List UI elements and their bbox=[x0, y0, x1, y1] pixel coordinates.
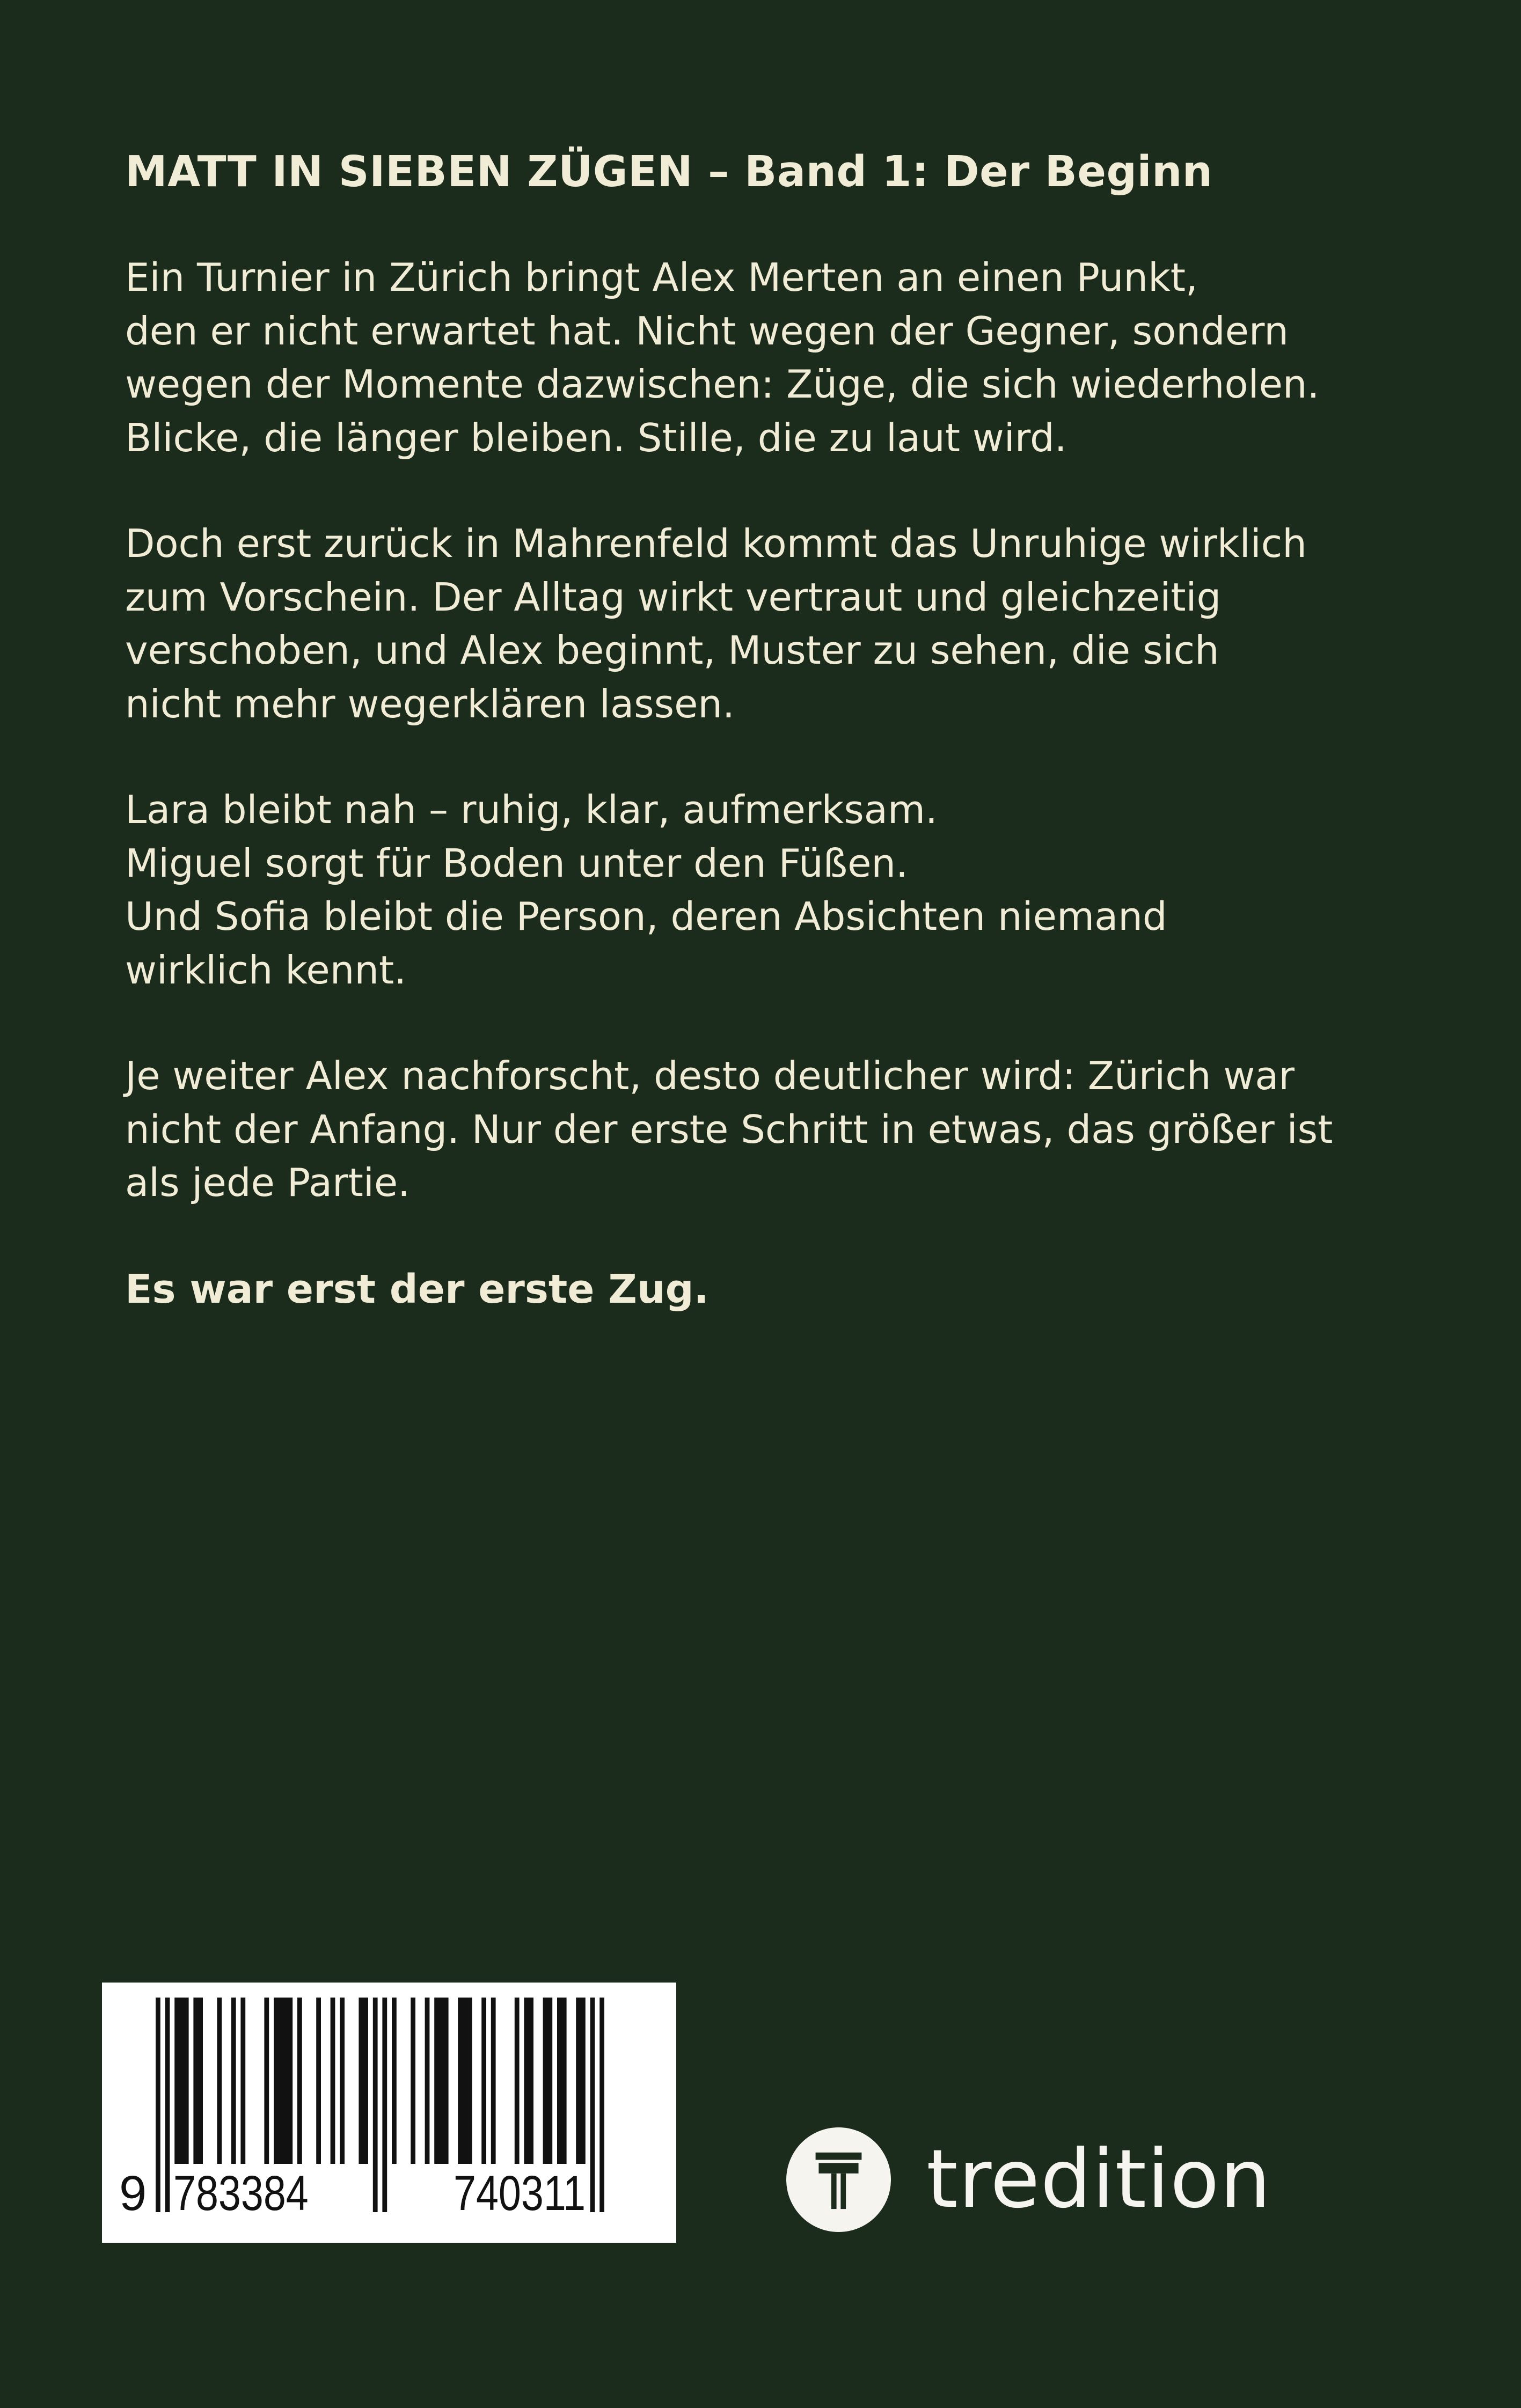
text-line: Ein Turnier in Zürich bringt Alex Merten an einen Punkt, bbox=[125, 255, 1198, 300]
blurb-paragraph-3 bbox=[125, 783, 1424, 997]
barcode-bar bbox=[193, 1998, 203, 2164]
publisher-logo bbox=[786, 2127, 1271, 2232]
text-line: wegen der Momente dazwischen: Züge, die sich wiederholen. bbox=[125, 362, 1320, 407]
barcode-bar bbox=[543, 1998, 553, 2164]
barcode-bar bbox=[425, 1998, 430, 2164]
barcode-bar bbox=[240, 1998, 245, 2164]
barcode-bar bbox=[382, 1998, 387, 2212]
barcode-bar bbox=[392, 1998, 397, 2164]
barcode-bar bbox=[331, 1998, 335, 2164]
publisher-name: tredition bbox=[926, 2133, 1271, 2226]
text-line: den er nicht erwartet hat. Nicht wegen der Gegner, sondern bbox=[125, 308, 1289, 354]
barcode-bar bbox=[576, 1998, 586, 2164]
text-line: Lara bleibt nah – ruhig, klar, aufmerksam. bbox=[125, 787, 938, 832]
barcode-bar bbox=[217, 1998, 222, 2164]
text-line: als jede Partie. bbox=[125, 1160, 411, 1205]
isbn-barcode bbox=[102, 1983, 676, 2243]
closing-line: Es war erst der erste Zug. bbox=[125, 1266, 709, 1312]
text-line: Je weiter Alex nachforscht, desto deutlicher wird: Zürich war bbox=[125, 1053, 1295, 1098]
barcode-bar bbox=[515, 1998, 520, 2164]
barcode-bar bbox=[174, 1998, 188, 2164]
text-line: Blicke, die länger bleiben. Stille, die zu laut wird. bbox=[125, 415, 1067, 460]
blurb-paragraph-1 bbox=[125, 251, 1424, 465]
barcode-right-digits: 740311 bbox=[454, 2166, 586, 2221]
barcode-bar bbox=[297, 1998, 302, 2164]
text-line: verschoben, und Alex beginnt, Muster zu sehen, die sich bbox=[125, 628, 1219, 673]
text-line: nicht der Anfang. Nur der erste Schritt in etwas, das größer ist bbox=[125, 1106, 1333, 1152]
blurb-text bbox=[125, 145, 1424, 1316]
barcode-left-digits: 783384 bbox=[173, 2166, 309, 2221]
barcode-bar bbox=[316, 1998, 321, 2164]
blurb-paragraph-2 bbox=[125, 517, 1424, 731]
barcode-bar bbox=[373, 1998, 378, 2212]
barcode-bar bbox=[359, 1998, 368, 2164]
barcode-bar bbox=[590, 1998, 595, 2212]
barcode-bar bbox=[481, 1998, 486, 2164]
text-line: Doch erst zurück in Mahrenfeld kommt das Unruhige wirklich bbox=[125, 521, 1307, 566]
barcode-bar bbox=[491, 1998, 496, 2164]
text-line: zum Vorschein. Der Alltag wirkt vertraut und gleichzeitig bbox=[125, 574, 1222, 620]
text-line: Und Sofia bleibt die Person, deren Absichten niemand bbox=[125, 894, 1167, 939]
text-line: nicht mehr wegerklären lassen. bbox=[125, 681, 735, 726]
barcode-bar bbox=[458, 1998, 472, 2164]
barcode-bar bbox=[274, 1998, 292, 2164]
barcode-bar bbox=[599, 1998, 604, 2212]
text-line: wirklich kennt. bbox=[125, 947, 407, 993]
barcode-bar bbox=[156, 1998, 160, 2212]
barcode-bar bbox=[264, 1998, 269, 2164]
barcode-bar bbox=[434, 1998, 448, 2164]
barcode-bar bbox=[231, 1998, 236, 2164]
text-line: Miguel sorgt für Boden unter den Füßen. bbox=[125, 840, 908, 886]
barcode-bar bbox=[557, 1998, 567, 2164]
barcode-bar bbox=[411, 1998, 415, 2164]
barcode-bar bbox=[524, 1998, 533, 2164]
barcode-bar bbox=[165, 1998, 170, 2212]
barcode-lead-digit: 9 bbox=[119, 2166, 147, 2221]
book-title: MATT IN SIEBEN ZÜGEN – Band 1: Der Beginn bbox=[125, 147, 1213, 196]
barcode-bar bbox=[340, 1998, 345, 2164]
blurb-paragraph-4 bbox=[125, 1049, 1424, 1210]
tredition-logo-icon bbox=[786, 2127, 891, 2232]
